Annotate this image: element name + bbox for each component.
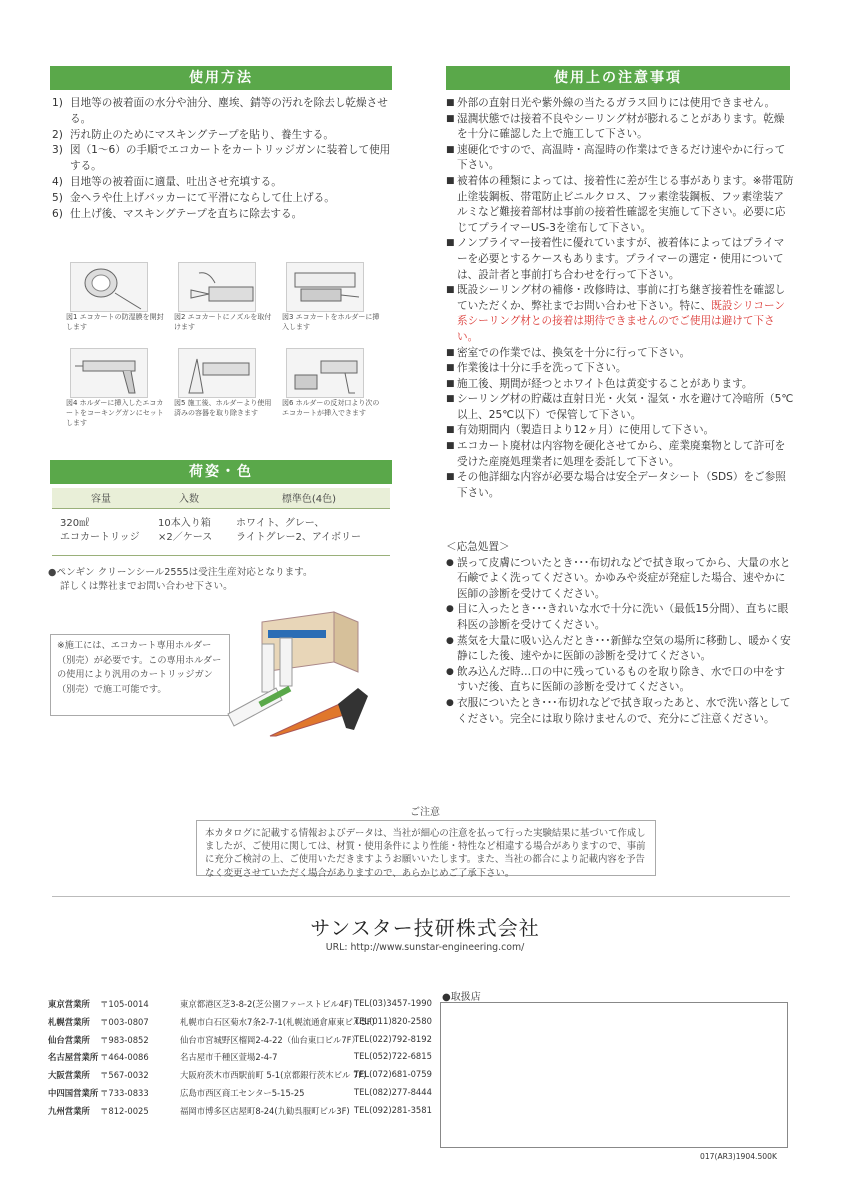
company-url[interactable]: URL: http://www.sunstar-engineering.com/ (325, 942, 525, 953)
packing-note-2: 詳しくは弊社までお問い合わせ下さい。 (60, 581, 233, 592)
step-6 (282, 348, 382, 438)
step-4-caption: 図4 ホルダーに挿入したエコカートをコーキングガンにセットします (66, 399, 164, 427)
step-2 (174, 262, 274, 352)
holder-note: ※施工には、エコカート専用ホルダー（別売）が必要です。この専用ホルダーの使用により汎用のカートリッジガン（別売）で施工可能です。 (50, 634, 230, 716)
table-cell: ホワイト、グレー、 ライトグレー2、アイボリー (228, 508, 390, 555)
step-4-illustration (70, 348, 148, 398)
table-cell: 10本入り箱 ×2／ケース (150, 508, 228, 555)
disclaimer-title: ご注意 (410, 807, 440, 818)
step-3-caption: 図3 エコカートをホルダーに挿入します (282, 313, 380, 331)
usage-title: 使用方法 (50, 66, 392, 90)
product-photo (222, 608, 390, 738)
step-6-illustration (286, 348, 364, 398)
usage-item: 1) 目地等の被着面の水分や油分、塵埃、錆等の汚れを除去し乾燥させる。 (52, 97, 388, 125)
emergency-item: ● 蒸気を大量に吸い込んだとき･･･新鮮な空気の場所に移動し、暖かく安静にした後、速やかに医師の診断を受けてください。 (446, 634, 791, 663)
usage-item: 5) 金ヘラや仕上げバッカーにて平滑にならして仕上げる。 (52, 191, 335, 204)
emergency-item: ● 目に入ったとき･･･きれいな水で十分に洗い（最低15分間）、直ちに眼科医の診断を受けてください。 (446, 603, 789, 631)
packing-title: 荷姿・色 (50, 460, 392, 484)
step-2-illustration (178, 262, 256, 312)
emergency-item: ● 衣服についたとき･･･布切れなどで拭き取ったあと、水で洗い落としてください。完全には取り除けませんので、充分にご注意ください。 (446, 696, 791, 725)
usage-item: 3) 図（1～6）の手順でエコカートをカートリッジガンに装着して使用する。 (52, 144, 391, 173)
table-cell: 320㎖ エコカートリッジ (52, 508, 150, 555)
caution-title: 使用上の注意事項 (446, 66, 790, 90)
step-3-illustration (286, 262, 364, 312)
caution-item: ■ 有効期間内（製造日より12ヶ月）に使用して下さい。 (446, 424, 715, 437)
table-header: 標準色(4色) (228, 488, 390, 508)
usage-item: 2) 汚れ防止のためにマスキングテープを貼り、養生する。 (52, 128, 334, 141)
emergency-title: ＜応急処置＞ (446, 541, 510, 553)
step-3 (282, 262, 382, 352)
step-5-caption: 図5 施工後、ホルダーより使用済みの容器を取り除きます (174, 399, 272, 417)
caution-item: ■ シーリング材の貯蔵は直射日光・火気・湿気・水を避けて冷暗所（5℃以上、25℃以下）で保管して下さい。 (446, 393, 794, 421)
step-1-caption: 図1 エコカートの防湿膜を開封します (66, 313, 164, 331)
company-name: サンスター技研株式会社 (310, 916, 540, 940)
caution-item: ■ 被着体の種類によっては、接着性に差が生じる事があります。※帯電防止塗装鋼板、帯電防止ビニルクロス、フッ素塗装鋼板、フッ素塗装アルミなど難接着部材は事前の接着性確認を実施して下さい。必要に応じてプライマーUS-3を塗布して下さい。 (446, 174, 794, 234)
step-4 (66, 348, 166, 438)
usage-item: 6) 仕上げ後、マスキングテープを直ちに除去する。 (52, 207, 303, 220)
step-6-caption: 図6 ホルダーの反対口より次のエコカートが挿入できます (282, 399, 380, 417)
caution-item: ■ 施工後、期間が経つとホワイト色は黄変することがあります。 (446, 377, 753, 390)
dealer-stamp-box (440, 1002, 788, 1148)
caution-item: ■ 作業後は十分に手を洗って下さい。 (446, 362, 627, 375)
caution-item: ■ エコカート廃材は内容物を硬化させてから、産業廃棄物として許可を受けた産廃処理業者に処理を委託して下さい。 (446, 440, 786, 468)
table-header: 入数 (150, 488, 228, 508)
caution-item: ■ 外部の直射日光や紫外線の当たるガラス回りには使用できません。 (446, 97, 776, 109)
emergency-item: ● 飲み込んだ時…口の中に残っているものを取り除き、水で口の中をすすいだ後、直ちに医師の診断を受けてください。 (446, 665, 785, 694)
spec-table (52, 488, 390, 556)
dealer-label: ●取扱店 (442, 992, 481, 1003)
usage-item: 4) 目地等の被着面に適量、吐出させ充填する。 (52, 175, 282, 188)
table-header: 容量 (52, 488, 150, 508)
disclaimer-box: 本カタログに記載する情報およびデータは、当社が細心の注意を払って行った実験結果に基づいて作成しましたが、ご使用に関しては、材質・使用条件により性能・特性など相違する場合がありますので、事前に充分ご検討の上、ご使用いただきますようお願いいたします。また、当社の都合により記載内容を予告なく変更させていただく場合がありますので、あらかじめご了承下さい。 (196, 820, 656, 876)
packing-note-1: ●ペンギン クリーンシール2555は受注生産対応となります。 (48, 567, 313, 578)
table-row (52, 508, 390, 555)
caution-item: ■ 既設シーリング材の補修・改修時は、事前に打ち継ぎ接着性を確認していただくか、弊社までお問い合わせ下さい。特に、既設シリコーン系シーリング材との接着は期待できませんのでご使用は避けて下さい。 (446, 284, 786, 343)
divider (52, 896, 790, 897)
caution-warning-text: 既設シリコーン系シーリング材との接着は期待できませんのでご使用は避けて下さい。 (457, 299, 785, 343)
catalog-code: 017(AR3)1904.500K (700, 1152, 777, 1161)
step-1 (66, 262, 166, 352)
caution-item: ■ 速硬化ですので、高温時・高湿時の作業はできるだけ速やかに行って下さい。 (446, 143, 786, 172)
emergency-section (446, 540, 794, 727)
usage-list (52, 96, 392, 222)
step-2-caption: 図2 エコカートにノズルを取付けます (174, 313, 272, 331)
step-5-illustration (178, 348, 256, 398)
caution-item: ■ 密室での作業では、換気を十分に行って下さい。 (446, 346, 691, 359)
caution-list (446, 96, 794, 501)
caution-item: ■ ノンプライマー接着性に優れていますが、被着体によってはプライマーを必要とするケースもあります。プライマーの選定・使用については、設計者と事前打ち合わせを行って下さい。 (446, 237, 785, 281)
emergency-item: ● 誤って皮膚についたとき･･･布切れなどで拭き取ってから、大量の水と石鹸でよく洗ってください。かゆみや炎症が発症した場合、速やかに医師の診断を受けてください。 (446, 556, 791, 600)
caution-item: ■ 湿潤状態では接着不良やシーリング材が膨れることがあります。乾燥を十分に確認した上で施工して下さい。 (446, 112, 785, 141)
caution-text: 既設シーリング材の補修・改修時は、事前に打ち継ぎ接着性を確認していただくか、弊社までお問い合わせ下さい。特に、 (457, 284, 786, 312)
step-5 (174, 348, 274, 438)
step-1-illustration (70, 262, 148, 312)
caution-item: ■ その他詳細な内容が必要な場合は安全データシート（SDS）をご参照下さい。 (446, 471, 786, 499)
